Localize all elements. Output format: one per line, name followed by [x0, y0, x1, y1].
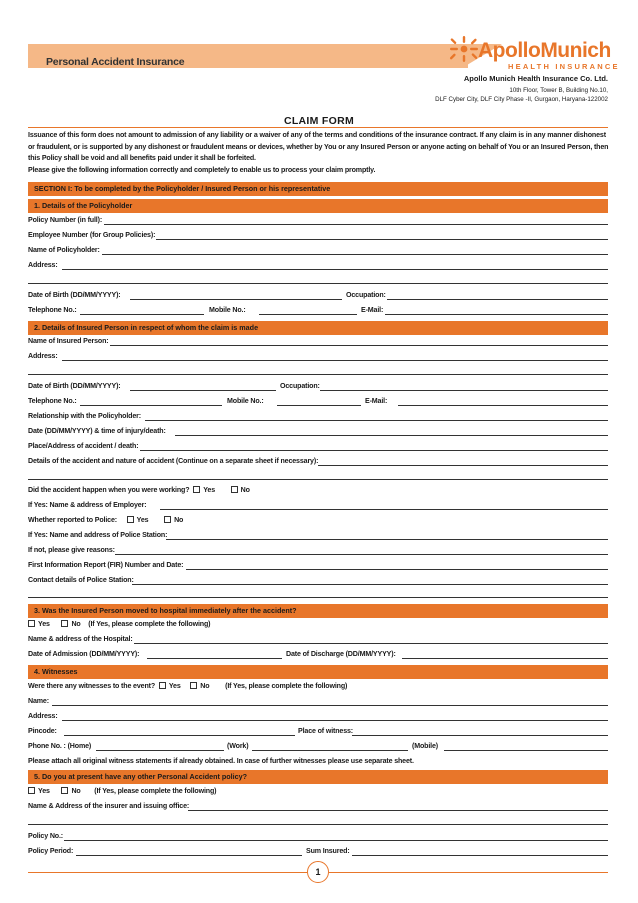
- insured-address-field-2[interactable]: [28, 374, 608, 375]
- police-no-label: No: [174, 516, 184, 524]
- page-number: 1: [307, 861, 329, 883]
- witness-phone-work-field[interactable]: [252, 750, 408, 751]
- accident-details-label: Details of the accident and nature of accident (Continue on a separate sheet if necessary):: [28, 457, 319, 465]
- policyholder-address-field-2[interactable]: [28, 283, 608, 284]
- hospital-yes-checkbox[interactable]: [28, 620, 35, 627]
- witness-yes-checkbox[interactable]: [159, 682, 166, 689]
- police-yes-checkbox[interactable]: [127, 516, 134, 523]
- witness-question: [28, 682, 347, 690]
- insured-name-field[interactable]: [110, 345, 608, 346]
- policyholder-name-label: Name of Policyholder:: [28, 246, 100, 254]
- sum-insured-field[interactable]: [352, 855, 608, 856]
- discharge-date-field[interactable]: [402, 658, 608, 659]
- police-question: [28, 516, 183, 524]
- witness-place-field[interactable]: [352, 735, 608, 736]
- other-policy-number-label: Policy No.:: [28, 832, 64, 840]
- hospital-name-label: Name & address of the Hospital:: [28, 635, 133, 643]
- policyholder-address-label: Address:: [28, 261, 58, 269]
- policyholder-mobile-field[interactable]: [259, 314, 357, 315]
- hospital-heading: 3. Was the Insured Person moved to hospital immediately after the accident?: [28, 604, 608, 618]
- police-yes-label: Yes: [136, 516, 149, 524]
- hospital-no-checkbox[interactable]: [61, 620, 68, 627]
- hospital-no-label: No: [71, 620, 81, 628]
- witnesses-heading: 4. Witnesses: [28, 665, 608, 679]
- section-1-bar: SECTION I: To be completed by the Policyholder / Insured Person or his representative: [28, 182, 608, 196]
- policyholder-dob-label: Date of Birth (DD/MM/YYYY):: [28, 291, 121, 299]
- policy-number-field[interactable]: [104, 224, 608, 225]
- accident-place-label: Place/Address of accident / death:: [28, 442, 139, 450]
- witness-attach-note: Please attach all original witness statements if already obtained. In case of further witnesses please use separate sheet.: [28, 757, 414, 765]
- witness-name-field[interactable]: [52, 705, 608, 706]
- witness-question-label: Were there any witnesses to the event?: [28, 682, 156, 690]
- footer-line-left: [28, 872, 307, 873]
- insurer-label: Name & Address of the insurer and issuing office:: [28, 802, 190, 810]
- witness-phone-home-label: Phone No. : (Home): [28, 742, 92, 750]
- insured-person-heading: 2. Details of Insured Person in respect of whom the claim is made: [28, 321, 608, 335]
- witness-no-label: No: [200, 682, 210, 690]
- policy-number-label: Policy Number (in full):: [28, 216, 103, 224]
- insured-email-label: E-Mail:: [365, 397, 388, 405]
- accident-details-field[interactable]: [318, 465, 608, 466]
- hospital-name-field[interactable]: [134, 643, 608, 644]
- hospital-yes-label: Yes: [38, 620, 50, 628]
- witness-phone-work-label: (Work): [227, 742, 249, 750]
- discharge-date-label: Date of Discharge (DD/MM/YYYY):: [286, 650, 396, 658]
- insured-occupation-label: Occupation:: [280, 382, 320, 390]
- insured-address-field[interactable]: [62, 360, 608, 361]
- injury-date-field[interactable]: [175, 435, 608, 436]
- employer-label: If Yes: Name & address of Employer:: [28, 501, 147, 509]
- policy-period-field[interactable]: [76, 855, 302, 856]
- witness-place-label: Place of witness:: [298, 727, 354, 735]
- brand-logo-text: ApolloMunich: [478, 39, 611, 62]
- witness-address-label: Address:: [28, 712, 58, 720]
- product-title: Personal Accident Insurance: [46, 56, 185, 68]
- witness-phone-home-field[interactable]: [96, 750, 224, 751]
- apollo-sun-logo-icon: [446, 34, 482, 64]
- insured-dob-label: Date of Birth (DD/MM/YYYY):: [28, 382, 121, 390]
- other-policy-heading: 5. Do you at present have any other Personal Accident policy?: [28, 770, 608, 784]
- witness-phone-mobile-field[interactable]: [444, 750, 608, 751]
- witness-note: (If Yes, please complete the following): [225, 682, 348, 690]
- policyholder-name-field[interactable]: [102, 254, 608, 255]
- injury-date-label: Date (DD/MM/YYYY) & time of injury/death:: [28, 427, 166, 435]
- company-address-line-2: DLF Cyber City, DLF City Phase -II, Gurgaon, Haryana-122002: [435, 96, 608, 103]
- witness-yes-label: Yes: [168, 682, 181, 690]
- company-name: Apollo Munich Health Insurance Co. Ltd.: [463, 74, 608, 83]
- fir-label: First Information Report (FIR) Number and Date:: [28, 561, 184, 569]
- admission-date-label: Date of Admission (DD/MM/YYYY):: [28, 650, 140, 658]
- witness-no-checkbox[interactable]: [190, 682, 197, 689]
- disclaimer-paragraph: Issuance of this form does not amount to admission of any liability or a waiver of any of the terms and conditions of the insurance contract. If any claim is in any manner dishonest or fraudulent, or is supported by any dishonest or fraudulent means or devices, whether by You or any Insured Person or anyone acting on behalf of You or an Insured Person, then this Policy shall be void and all benefits paid under it shall be forfeited.: [28, 131, 609, 163]
- police-no-checkbox[interactable]: [164, 516, 171, 523]
- other-policy-yes-label: Yes: [38, 787, 50, 795]
- accident-details-field-2[interactable]: [28, 479, 608, 480]
- footer-line-right: [329, 872, 608, 873]
- relationship-field[interactable]: [145, 420, 608, 421]
- insured-dob-field[interactable]: [130, 390, 276, 391]
- policyholder-email-label: E-Mail:: [361, 306, 384, 314]
- working-question-label: Did the accident happen when you were working?: [28, 486, 190, 494]
- police-contact-label: Contact details of Police Station:: [28, 576, 134, 584]
- intro-text: [28, 130, 613, 176]
- insured-mobile-label: Mobile No.:: [227, 397, 264, 405]
- insured-name-label: Name of Insured Person:: [28, 337, 109, 345]
- police-station-field[interactable]: [166, 539, 608, 540]
- policyholder-mobile-label: Mobile No.:: [209, 306, 246, 314]
- police-station-label: If Yes: Name and address of Police Station:: [28, 531, 168, 539]
- relationship-label: Relationship with the Policyholder:: [28, 412, 141, 420]
- insured-mobile-field[interactable]: [277, 405, 361, 406]
- employee-number-field[interactable]: [156, 239, 608, 240]
- instruction-paragraph: Please give the following information correctly and completely to enable us to process your claim promptly.: [28, 165, 376, 174]
- fir-field[interactable]: [186, 569, 608, 570]
- insured-telephone-label: Telephone No.:: [28, 397, 77, 405]
- police-contact-field-2[interactable]: [28, 597, 608, 598]
- policyholder-occupation-label: Occupation:: [346, 291, 386, 299]
- brand-logo-subtitle: HEALTH INSURANCE: [508, 62, 620, 71]
- policyholder-telephone-label: Telephone No.:: [28, 306, 77, 314]
- details-policyholder-heading: 1. Details of the Policyholder: [28, 199, 608, 213]
- other-policy-number-field[interactable]: [64, 840, 608, 841]
- employer-field[interactable]: [160, 509, 608, 510]
- other-policy-question: [28, 787, 216, 795]
- insured-email-field[interactable]: [398, 405, 608, 406]
- hospital-question: [28, 620, 210, 628]
- title-divider: [28, 127, 608, 128]
- form-title: CLAIM FORM: [283, 115, 355, 127]
- insurer-field[interactable]: [188, 810, 608, 811]
- witness-pincode-field[interactable]: [64, 735, 295, 736]
- reasons-field[interactable]: [115, 554, 608, 555]
- police-question-label: Whether reported to Police:: [28, 516, 117, 524]
- policyholder-occupation-field[interactable]: [387, 299, 608, 300]
- working-no-label: No: [240, 486, 250, 494]
- admission-date-field[interactable]: [147, 658, 282, 659]
- company-address-line-1: 10th Floor, Tower B, Building No.10,: [509, 87, 608, 94]
- policyholder-email-field[interactable]: [385, 314, 608, 315]
- working-yes-checkbox[interactable]: [193, 486, 200, 493]
- other-policy-note: (If Yes, please complete the following): [94, 787, 217, 795]
- insured-telephone-field[interactable]: [80, 405, 222, 406]
- sum-insured-label: Sum Insured:: [306, 847, 350, 855]
- insured-occupation-field[interactable]: [320, 390, 608, 391]
- witness-address-field[interactable]: [62, 720, 608, 721]
- policyholder-address-field[interactable]: [62, 269, 608, 270]
- hospital-note: (If Yes, please complete the following): [88, 620, 211, 628]
- accident-place-field[interactable]: [140, 450, 608, 451]
- policy-period-label: Policy Period:: [28, 847, 74, 855]
- working-no-checkbox[interactable]: [231, 486, 238, 493]
- insurer-field-2[interactable]: [28, 824, 608, 825]
- employee-number-label: Employee Number (for Group Policies):: [28, 231, 156, 239]
- witness-name-label: Name:: [28, 697, 49, 705]
- insured-address-label: Address:: [28, 352, 58, 360]
- witness-pincode-label: Pincode:: [28, 727, 57, 735]
- police-contact-field[interactable]: [132, 584, 608, 585]
- policyholder-dob-field[interactable]: [130, 299, 342, 300]
- other-policy-no-label: No: [71, 787, 81, 795]
- witness-phone-mobile-label: (Mobile): [412, 742, 438, 750]
- working-question: [28, 486, 250, 494]
- reasons-label: If not, please give reasons:: [28, 546, 115, 554]
- working-yes-label: Yes: [203, 486, 216, 494]
- other-policy-yes-checkbox[interactable]: [28, 787, 35, 794]
- other-policy-no-checkbox[interactable]: [61, 787, 68, 794]
- policyholder-telephone-field[interactable]: [80, 314, 204, 315]
